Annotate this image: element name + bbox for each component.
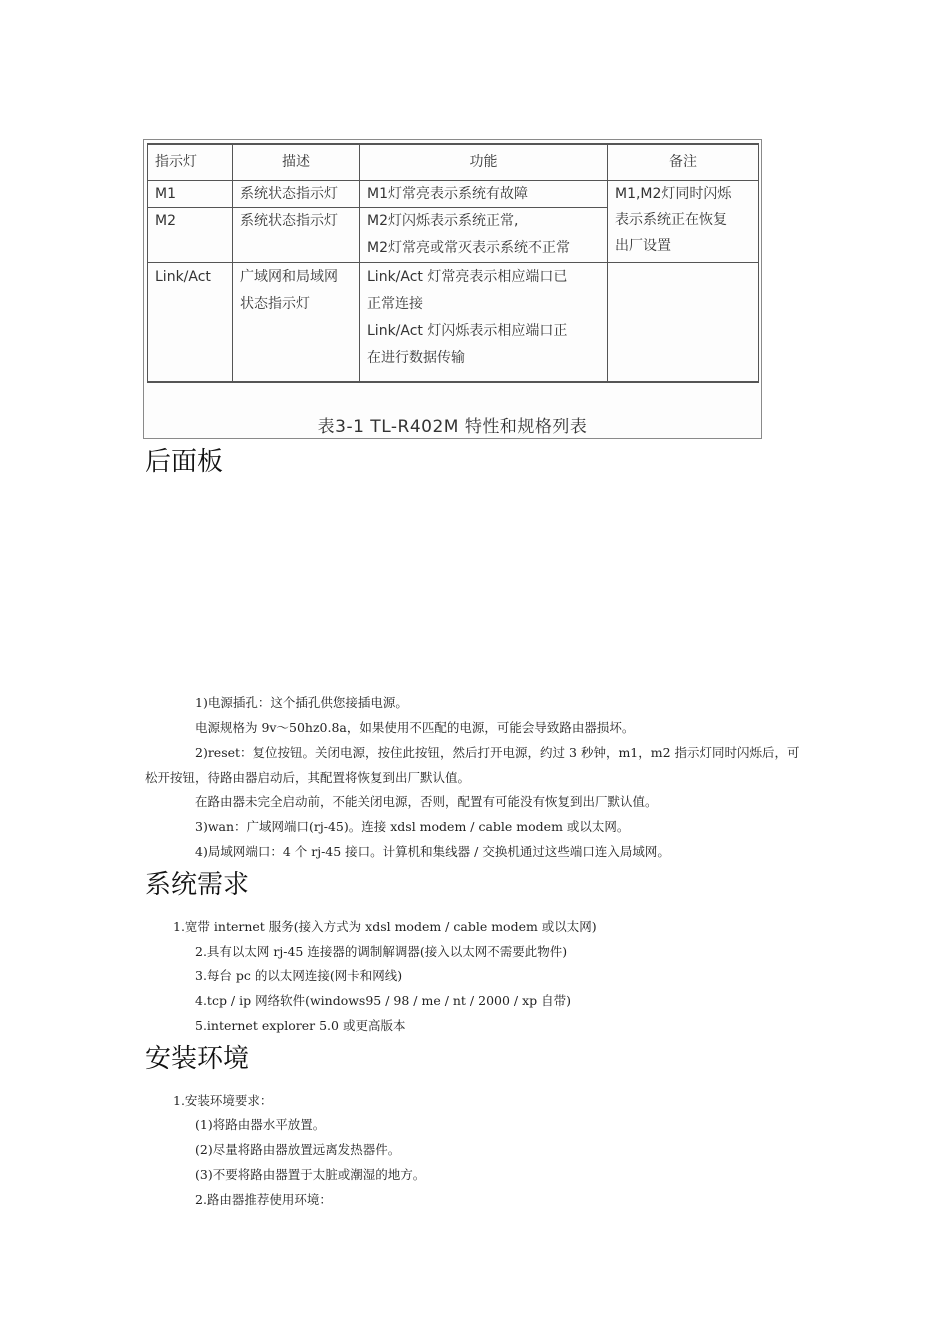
function-line: 正常连接 [367,296,423,312]
header-description: 描述 [233,144,360,181]
paragraph: 在路由器未完全启动前，不能关闭电源，否则，配置有可能没有恢复到出厂默认值。 [195,794,658,809]
list-item: (2)尽量将路由器放置远离发热器件。 [195,1142,401,1157]
cell-description [233,263,360,383]
note-line: 出厂设置 [615,238,671,254]
function-line: M2灯常亮或常灭表示系统不正常 [367,240,570,256]
cell-function [360,263,608,383]
indicator-table [147,143,759,383]
list-item: 1.安装环境要求： [173,1093,273,1108]
section-title-environment: 安装环境 [145,1044,250,1074]
table-row [148,181,759,208]
description-line: 广域网和局域网 [240,269,338,285]
note-line: M1,M2灯同时闪烁 [615,186,732,202]
function-line: M2灯闪烁表示系统正常, [367,213,519,229]
list-item: 1.宽带 internet 服务(接入方式为 xdsl modem / cable modem 或以太网) [173,919,597,934]
paragraph: 4)局域网端口：4 个 rj-45 接口。计算机和集线器 / 交换机通过这些端口连入局域网。 [195,844,670,859]
cell-indicator: M2 [148,208,233,263]
cell-description: 系统状态指示灯 [233,181,360,208]
cell-indicator: Link/Act [148,263,233,383]
spec-table-figure [143,139,762,439]
list-item: 5.internet explorer 5.0 或更高版本 [195,1018,406,1033]
cell-function: M1灯常亮表示系统有故障 [360,181,608,208]
note-line: 表示系统正在恢复 [615,212,727,228]
description-line: 状态指示灯 [240,296,310,312]
list-item: 2.具有以太网 rj-45 连接器的调制解调器(接入以太网不需要此物件) [195,944,568,959]
function-line: 在进行数据传输 [367,350,465,366]
table-row [148,263,759,383]
list-item: (1)将路由器水平放置。 [195,1117,326,1132]
section-title-requirements: 系统需求 [145,870,250,900]
header-function: 功能 [360,144,608,181]
paragraph: 电源规格为 9v～50hz0.8a，如果使用不匹配的电源，可能会导致路由器损坏。 [195,720,635,735]
paragraph: 3)wan：广域网端口(rj-45)。连接 xdsl modem / cable modem 或以太网。 [195,819,630,834]
cell-function [360,208,608,263]
section-title-rear-panel: 后面板 [145,447,224,477]
paragraph: 1)电源插孔：这个插孔供您接插电源。 [195,695,408,710]
cell-note-empty [608,263,759,383]
list-item: (3)不要将路由器置于太脏或潮湿的地方。 [195,1167,426,1182]
function-line: Link/Act 灯常亮表示相应端口已 [367,269,568,285]
header-indicator: 指示灯 [148,144,233,181]
table-caption: 表3-1 TL-R402M 特性和规格列表 [317,417,588,437]
cell-note [608,181,759,263]
header-note: 备注 [608,144,759,181]
paragraph: 2)reset：复位按钮。关闭电源，按住此按钮，然后打开电源，约过 3 秒钟，m1，m2 指示灯同时闪烁后，可松开按钮，待路由器启动后，其配置将恢复到出厂默认值。 [145,745,800,785]
cell-description: 系统状态指示灯 [233,208,360,263]
function-line: Link/Act 灯闪烁表示相应端口正 [367,323,568,339]
list-item: 2.路由器推荐使用环境： [195,1192,332,1207]
cell-indicator: M1 [148,181,233,208]
table-header-row [148,144,759,181]
list-item: 3.每台 pc 的以太网连接(网卡和网线) [195,968,403,983]
list-item: 4.tcp / ip 网络软件(windows95 / 98 / me / nt / 2000 / xp 自带) [195,993,571,1008]
